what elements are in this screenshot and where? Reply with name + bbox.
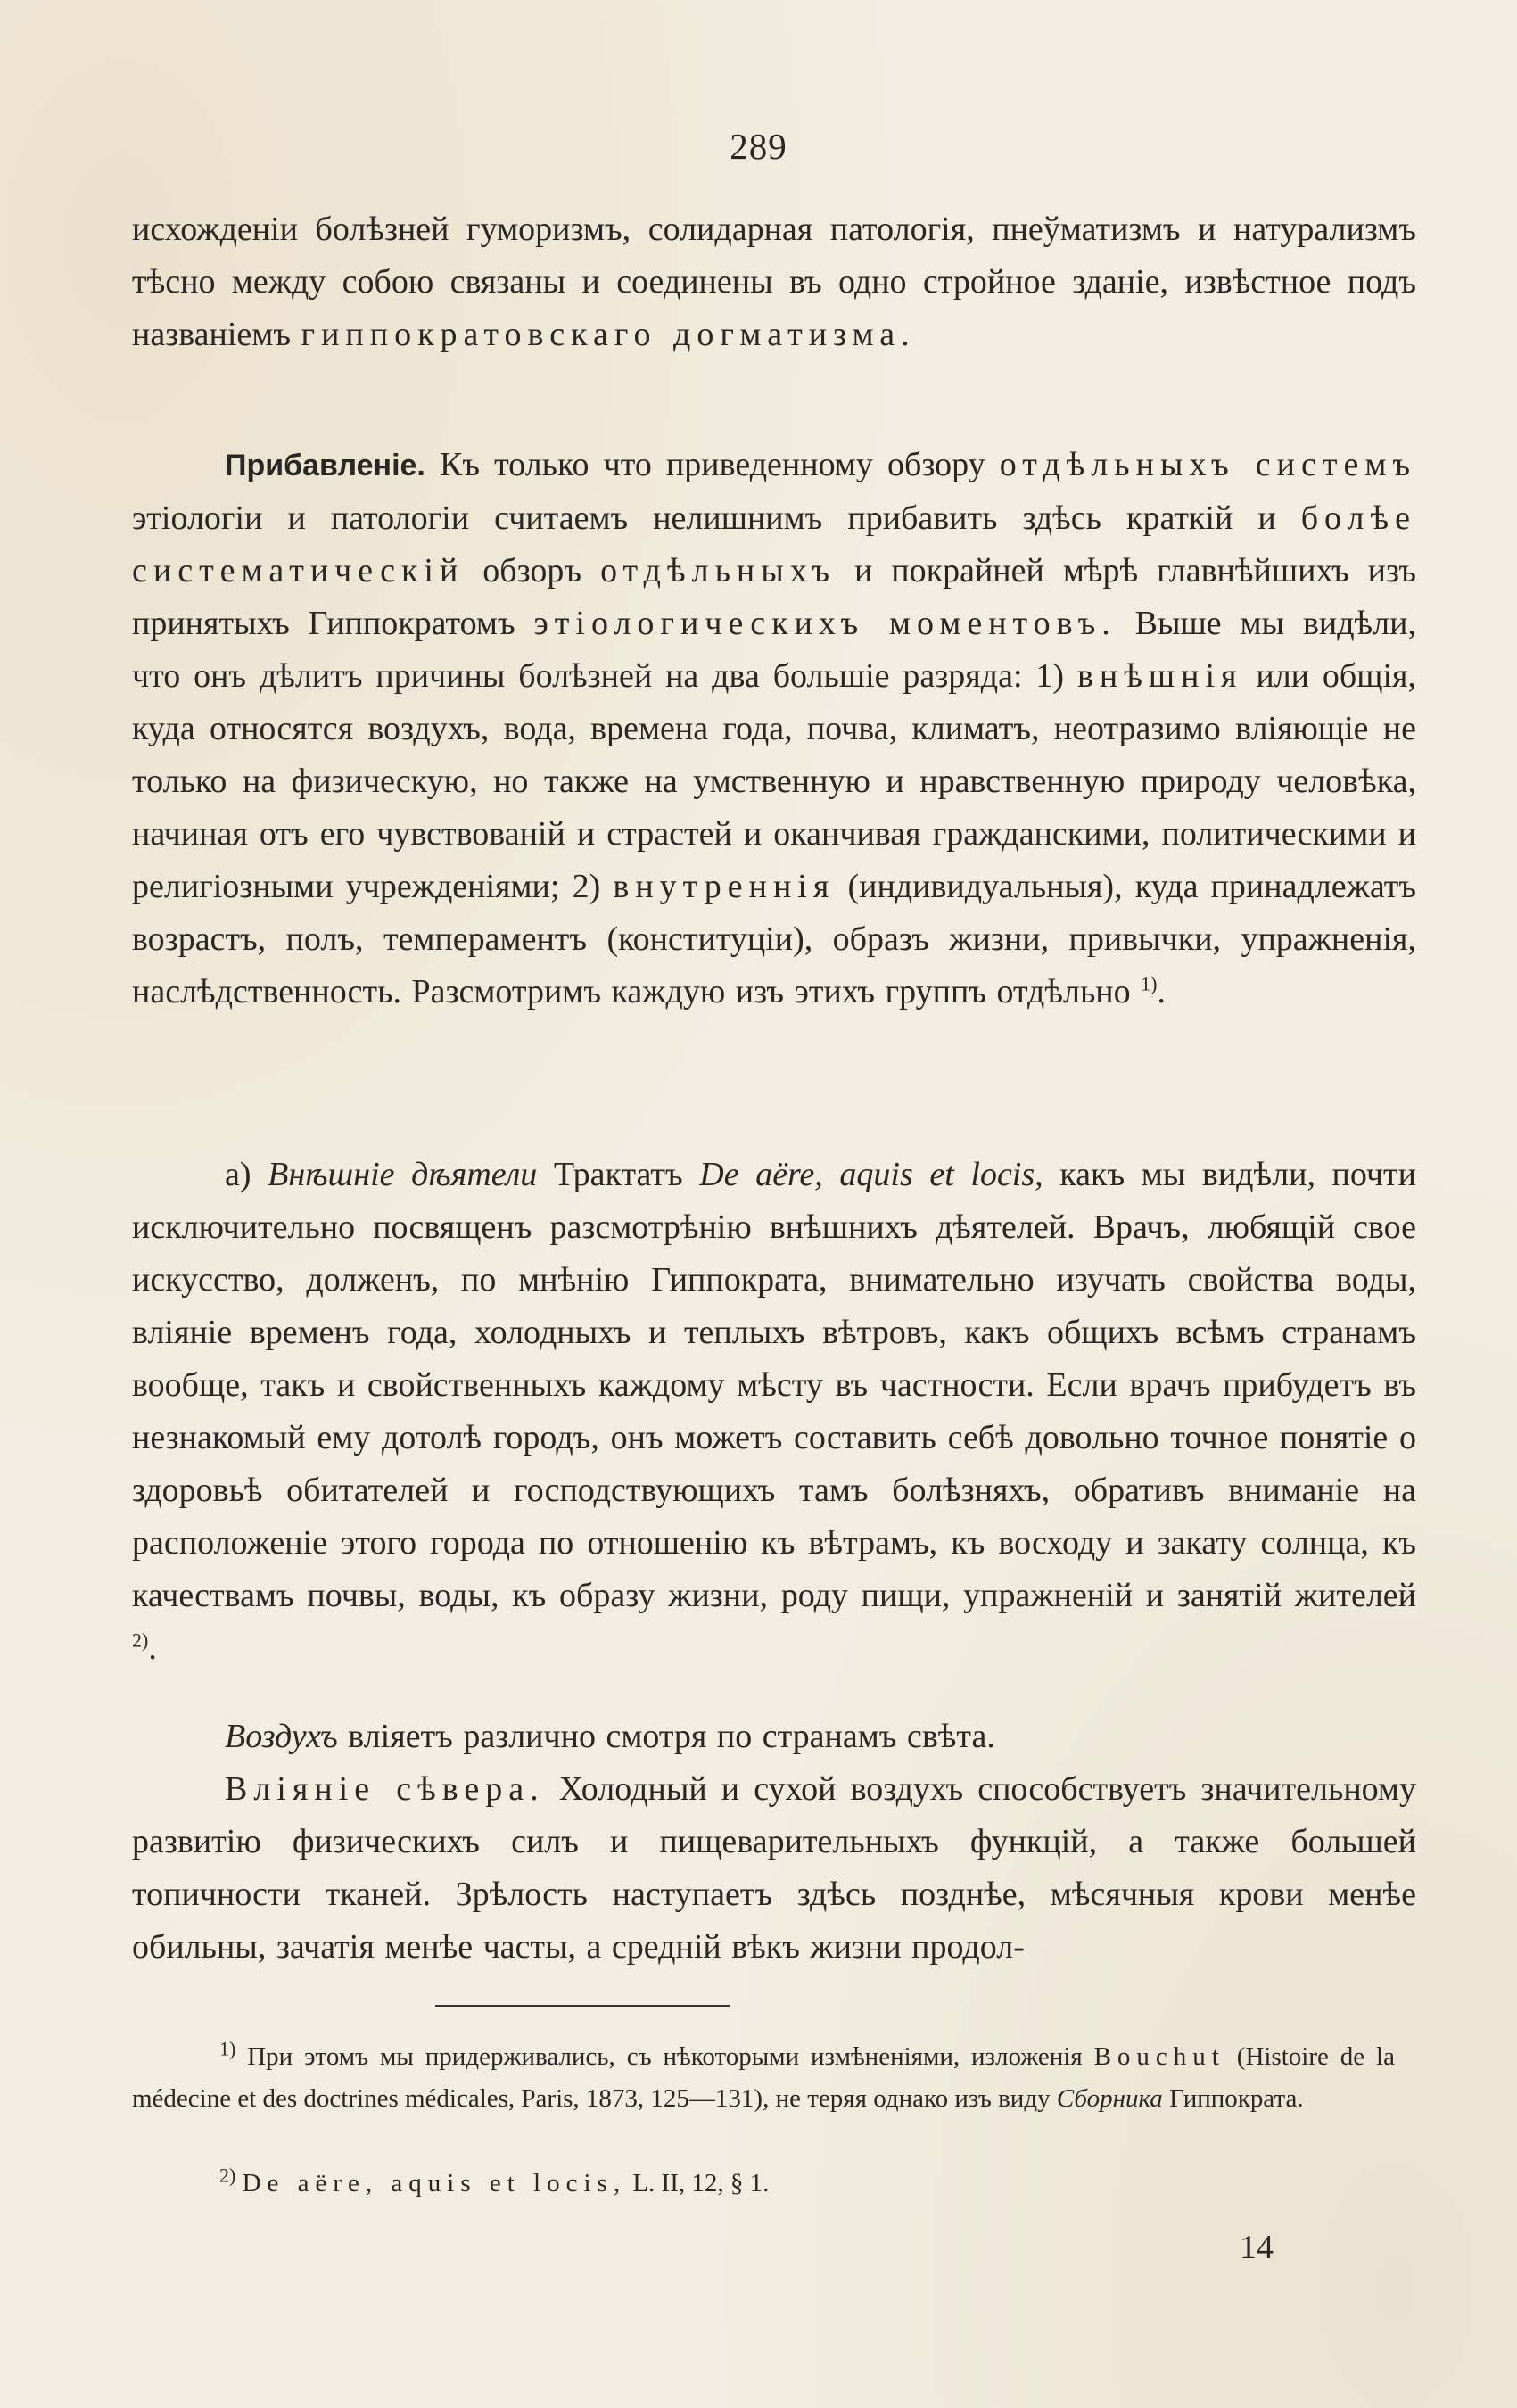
spaced-term: гиппократовскаго догматизма.	[301, 316, 916, 353]
footnote-divider	[435, 2005, 730, 2007]
treatise-title: De aëre, aquis et locis	[699, 1156, 1035, 1193]
spaced-term: этіологическихъ моментовъ.	[533, 605, 1117, 642]
footnote-2: $^{2)}$ De aëre, aquis et locis, L. II, 12, § 1.	[219, 2164, 770, 2198]
section-heading: Прибавленіе.	[225, 449, 425, 482]
spaced-term: De aëre, aquis et locis,	[242, 2169, 627, 2198]
paragraph-external-agents: а) Внѣшніе дѣятели Трактатъ De aëre, aquis et locis, какъ мы видѣли, почти исключительно посвященъ разсмотрѣнію внѣшнихъ дѣятелей. Врачъ, любящій свое искусство, долженъ, по мнѣнію Гиппократа, внимательно изучать свойства воды, вліяніе временъ года, холодныхъ и теплыхъ вѣтровъ, какъ общихъ всѣмъ странамъ вообще, такъ и свойственныхъ каждому мѣсту въ частности. Если врачъ прибудетъ въ незнакомый ему дотолѣ городъ, онъ можетъ составить себѣ довольно точное понятіе о здоровьѣ обитателей и господствующихъ тамъ болѣзняхъ, обративъ вниманіе на расположеніе этого города по отношенію къ вѣтрамъ, къ восходу и закату солнца, къ качествамъ почвы, воды, къ образу жизни, роду пищи, упражненій и занятій жителей $^{2)}$.	[132, 1156, 1416, 1667]
footnote-1: $^{1)}$ При этомъ мы придерживались, съ нѣкоторыми измѣненіями, изложенія Bouchut (Histoire de la médecine et des doctrines médicales, Paris, 1873, 125—131), не теряя однако изъ виду Сборника Гиппократа.	[132, 2037, 1395, 2113]
paragraph-conclusion: исхожденіи болѣзней гуморизмъ, солидарная патологія, пнеўматизмъ и натурализмъ тѣсно между собою связаны и соединены въ одно стройное зданіе, извѣстное подъ названіемъ гиппократовскаго догматизма.	[132, 210, 1416, 353]
paragraph-north: Вліяніе сѣвера. Холодный и сухой воздухъ способствуетъ значительному развитію физическихъ силъ и пищеварительныхъ функцій, а также большей топичности тканей. Зрѣлость наступаетъ здѣсь позднѣе, мѣсячныя крови менѣе обильны, зачатія менѣе часты, а средній вѣкъ жизни продол-	[132, 1770, 1416, 1966]
paragraph-air: Воздухъ вліяетъ различно смотря по странамъ свѣта.	[225, 1718, 995, 1755]
spaced-term: болѣе систематическій	[132, 499, 1416, 590]
spaced-term: внутреннія	[613, 868, 836, 905]
spaced-term: внѣшнія	[1076, 657, 1243, 695]
page-number: 289	[730, 126, 787, 167]
footnote-mark: 2)	[219, 2164, 236, 2187]
signature-mark: 14	[1240, 2229, 1274, 2266]
footnote-mark: 1)	[219, 2037, 236, 2060]
paragraph-addendum: Прибавленіе. Къ только что приведенному обзору отдѣльныхъ системъ этіологіи и патологіи считаемъ нелишнимъ прибавить здѣсь краткій и болѣе систематическій обзоръ отдѣльныхъ и покрайней мѣрѣ главнѣйшихъ изъ принятыхъ Гиппократомъ этіологическихъ моментовъ. Выше мы видѣли, что онъ дѣлитъ причины болѣзней на два большіе разряда: 1) внѣшнія или общія, куда относятся воздухъ, вода, времена года, почва, климатъ, неотразимо вліяющіе не только на физическую, но также на умственную и нравственную природу человѣка, начиная отъ его чувствованій и страстей и оканчивая гражданскими, политическими и религіозными учрежденіями; 2) внутреннія (индивидуальныя), куда принадлежатъ возрастъ, полъ, темпераментъ (конституціи), образъ жизни, привычки, упражненія, наслѣдственность. Разсмотримъ каждую изъ этихъ группъ отдѣльно $^{1)}$.	[132, 446, 1417, 1010]
footnote-reference[interactable]: 1)	[1141, 972, 1158, 995]
italic-term: Сборника	[1056, 2084, 1163, 2113]
italic-term: Внѣшніе дѣятели	[268, 1156, 538, 1193]
spaced-term: отдѣльныхъ системъ	[999, 446, 1417, 483]
italic-term: Воздухъ	[225, 1718, 338, 1755]
spaced-term: Bouchut	[1093, 2042, 1225, 2071]
footnote-reference[interactable]: 2)	[132, 1629, 149, 1652]
spaced-term: Вліяніе сѣвера.	[225, 1770, 545, 1808]
spaced-term: отдѣльныхъ	[600, 552, 836, 590]
